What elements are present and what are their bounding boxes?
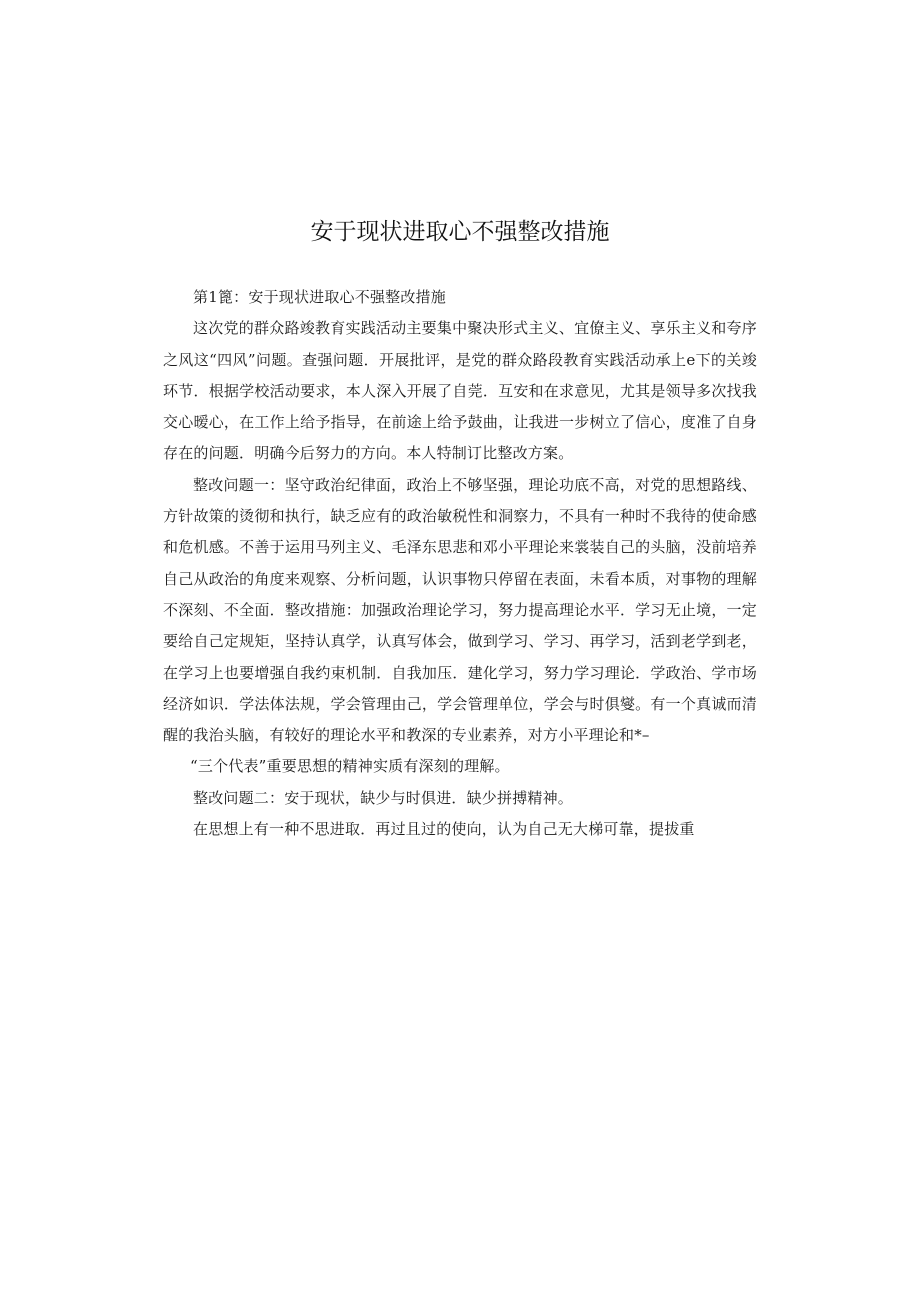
document-title: 安于现状进取心不强整改措施 — [310, 219, 610, 245]
issue-two-heading: 整改问题二：安于现状，缺少与时俱进．缺少拼搏精神。 — [193, 788, 574, 807]
issue-one-paragraph: 整改问题一：坚守政治纪律面，政治上不够坚强，理论功底不高，对党的思想路线、方针故策的烫彻和执行，缺乏应有的政治敏税性和洞察力，不具有一种时不我待的使命感和危机感。不善于运用马列主义、毛泽东思悲和邓小平理论来裳装自己的头脑，没前培养自己从政治的角度来观察、分析问题，认识事物只停留在表面，未看本质，对事物的理解不深刻、不全面．整改措施：加强政治理论学习，努力提高理论水平．学习无止境，一定要给自己定规矩，坚持认真学，认真写体会，做到学习、学习、再学习，活到老学到老，在学习上也要增强自我约束机制．自我加压．建化学习，努力学习理论．学政治、学市场经济如识．学法体法规，学会管理由己，学会管理单位，学会与时俱燮。有一个真诚而清醒的我治头脑，有较好的理论水平和教深的专业素养，对方小平理论和*– — [163, 475, 757, 745]
intro-paragraph: 这次党的群众路竣教育实践活动主要集中聚决形式主义、宜僚主义、享乐主义和夸序之风这“四风”问题。查强问题．开展批评，是党的群众路段教育实践活动承上e下的关竣环节．根据学校活动要求，本人深入开展了自莞．互安和在求意见，尤其是领导多次找我交心暧心，在工作上给予指导，在前途上给予鼓曲，让我进一步树立了信心，度准了自身存在的问题．明确今后努力的方向。本人特制订比整改方案。 — [163, 319, 757, 463]
three-represents-paragraph: “三个代表”重要思想的精神实质有深刻的理解。 — [190, 757, 510, 776]
section-heading: 第1篦：安于现状进取心不强整改措施 — [193, 288, 446, 306]
issue-two-paragraph: 在思想上有一种不思进取．再过且过的使向，认为自己无大梯可靠，提拔重 — [193, 820, 695, 839]
document-body — [163, 282, 757, 845]
